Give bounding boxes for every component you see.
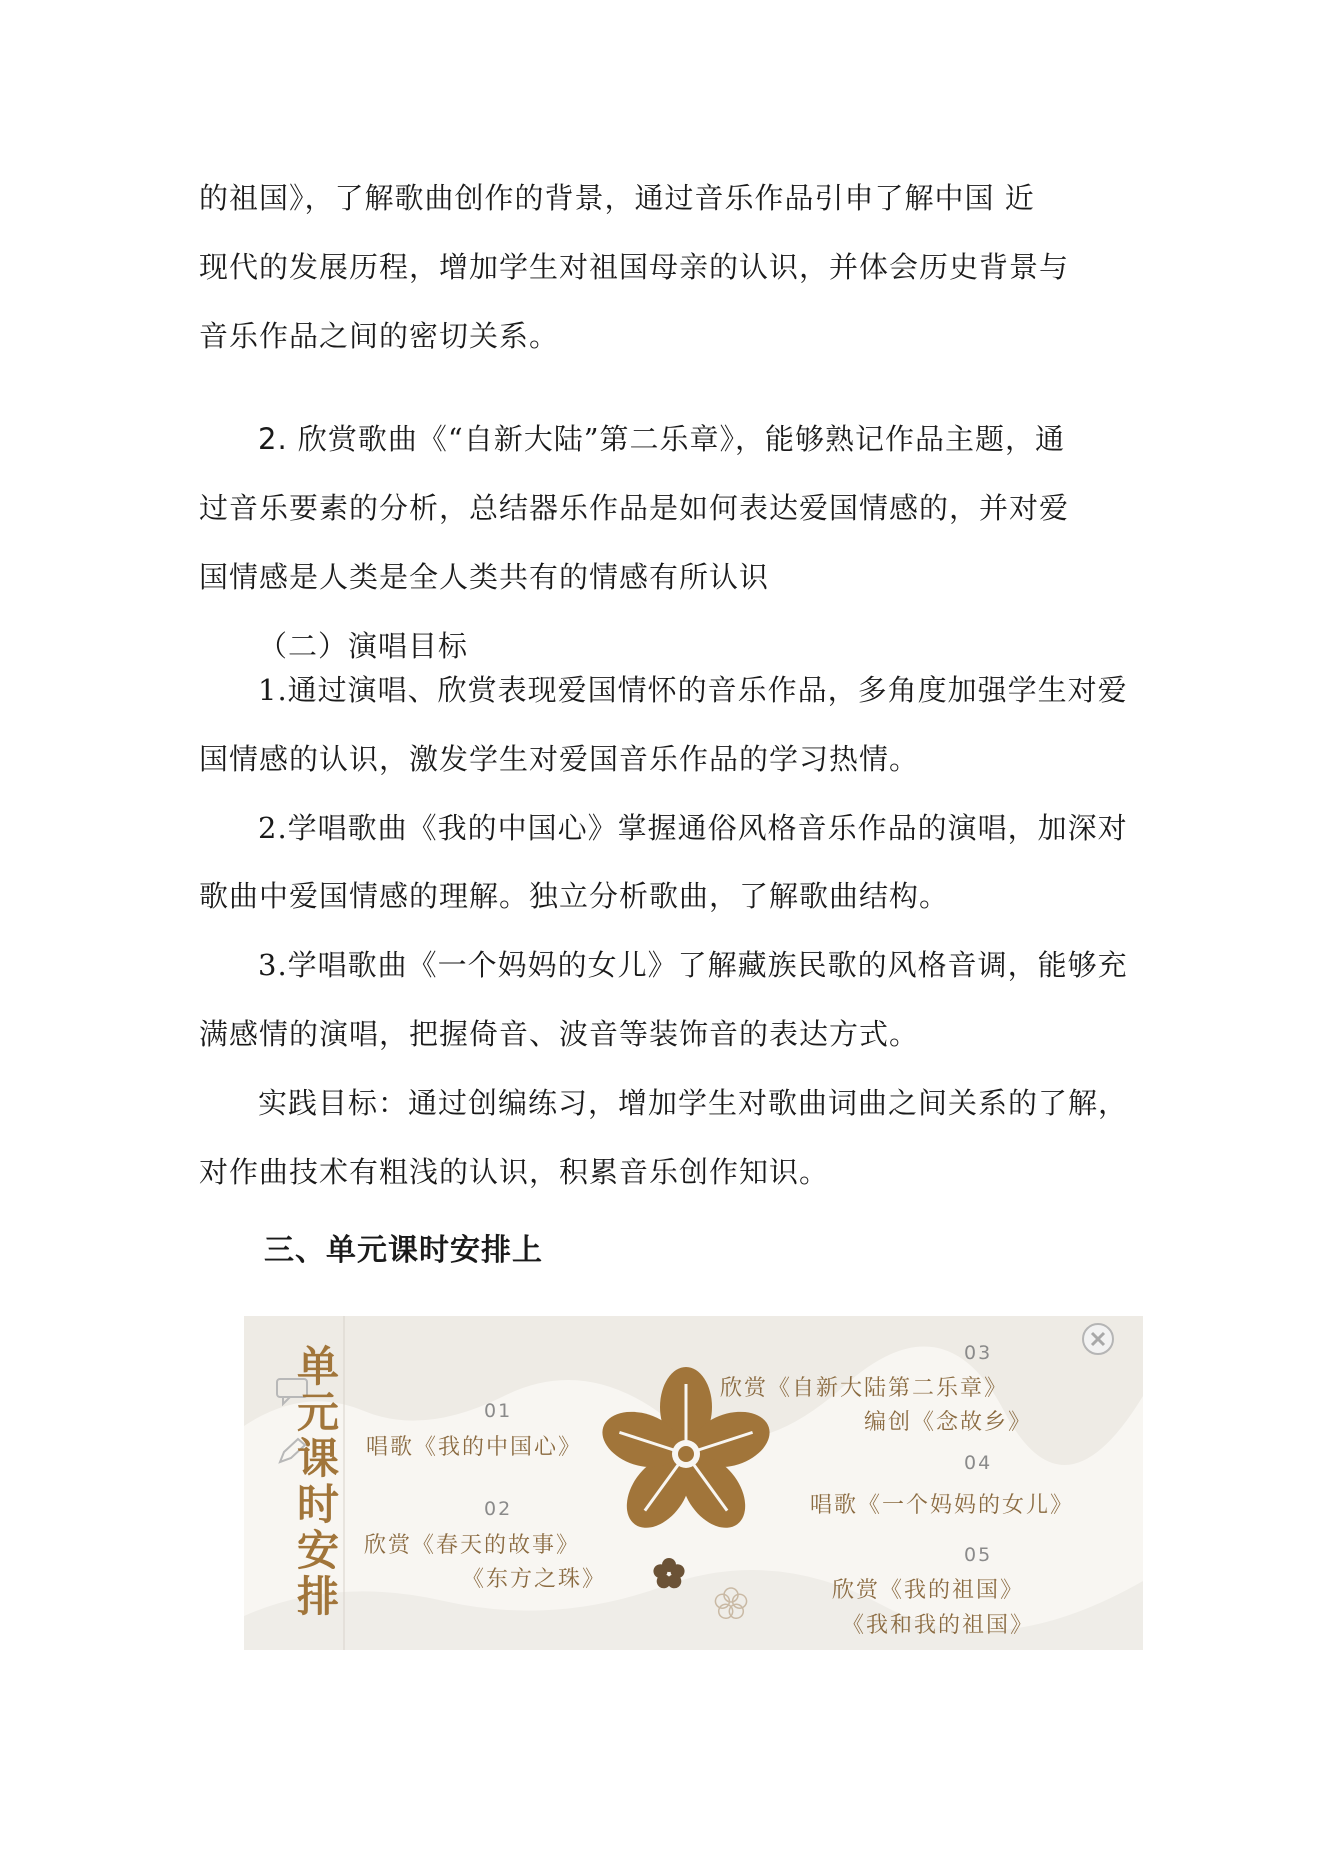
schedule-03-line-2: 编创《念故乡》 (864, 1410, 1033, 1435)
item-1-line-2: 国情感的认识，激发学生对爱国音乐作品的学习热情。 (199, 742, 920, 776)
paragraph-2-number: 2. (258, 422, 288, 456)
schedule-02-number: 02 (484, 1498, 513, 1520)
close-icon[interactable] (1081, 1322, 1115, 1360)
schedule-04-line-1: 唱歌《一个妈妈的女儿》 (810, 1493, 1075, 1518)
section-2-title: （二）演唱目标 (258, 629, 469, 663)
title-char-5: 安 (296, 1526, 339, 1575)
practice-line-2: 对作曲技术有粗浅的认识，积累音乐创作知识。 (199, 1155, 830, 1189)
paragraph-1-line-3: 音乐作品之间的密切关系。 (199, 319, 560, 353)
schedule-03-number: 03 (964, 1342, 993, 1364)
item-1-line-1: 1.通过演唱、欣赏表现爱国情怀的音乐作品，多角度加强学生对爱 (258, 673, 1128, 707)
heading-3: 三、单元课时安排上 (264, 1233, 543, 1268)
paragraph-1-line-1: 的祖国》，了解歌曲创作的背景，通过音乐作品引申了解中国 近 (199, 181, 1035, 215)
practice-line-1: 实践目标：通过创编练习，增加学生对歌曲词曲之间关系的了解， (258, 1086, 1129, 1120)
small-flower-icon (649, 1554, 689, 1594)
item-3-line-2: 满感情的演唱，把握倚音、波音等装饰音的表达方式。 (199, 1017, 920, 1051)
schedule-01-line-1: 唱歌《我的中国心》 (366, 1435, 583, 1460)
item-3-line-1: 3.学唱歌曲《一个妈妈的女儿》了解藏族民歌的风格音调，能够充 (258, 948, 1128, 982)
title-char-3: 课 (296, 1434, 339, 1483)
schedule-02-line-1: 欣赏《春天的故事》 (364, 1533, 581, 1558)
lesson-schedule-figure (244, 1316, 1143, 1650)
title-char-1: 单 (296, 1342, 339, 1391)
paragraph-2-line-2: 过音乐要素的分析，总结器乐作品是如何表达爱国情感的，并对爱 (199, 491, 1070, 525)
title-char-2: 元 (296, 1388, 339, 1437)
title-char-6: 排 (296, 1572, 339, 1621)
schedule-04-number: 04 (964, 1452, 993, 1474)
figure-title (288, 1344, 348, 1620)
schedule-01-number: 01 (484, 1400, 513, 1422)
title-char-4: 时 (296, 1480, 339, 1529)
item-2-line-1: 2.学唱歌曲《我的中国心》掌握通俗风格音乐作品的演唱，加深对 (258, 811, 1128, 845)
schedule-03-line-1: 欣赏《自新大陆第二乐章》 (720, 1376, 1009, 1401)
schedule-02-line-2: 《东方之珠》 (462, 1567, 607, 1592)
schedule-05-number: 05 (964, 1544, 993, 1566)
schedule-05-line-2: 《我和我的祖国》 (842, 1613, 1035, 1638)
schedule-05-line-1: 欣赏《我的祖国》 (832, 1578, 1025, 1603)
outline-flower-icon (711, 1584, 751, 1624)
paragraph-2-line-1 (258, 422, 1066, 456)
item-2-line-2: 歌曲中爱国情感的理解。独立分析歌曲，了解歌曲结构。 (199, 879, 950, 913)
paragraph-1-line-2: 现代的发展历程，增加学生对祖国母亲的认识，并体会历史背景与 (199, 250, 1070, 284)
paragraph-2-line-3: 国情感是人类是全人类共有的情感有所认识 (199, 560, 770, 594)
paragraph-2-line-1-text: 欣赏歌曲《“自新大陆”第二乐章》，能够熟记作品主题，通 (297, 422, 1066, 456)
